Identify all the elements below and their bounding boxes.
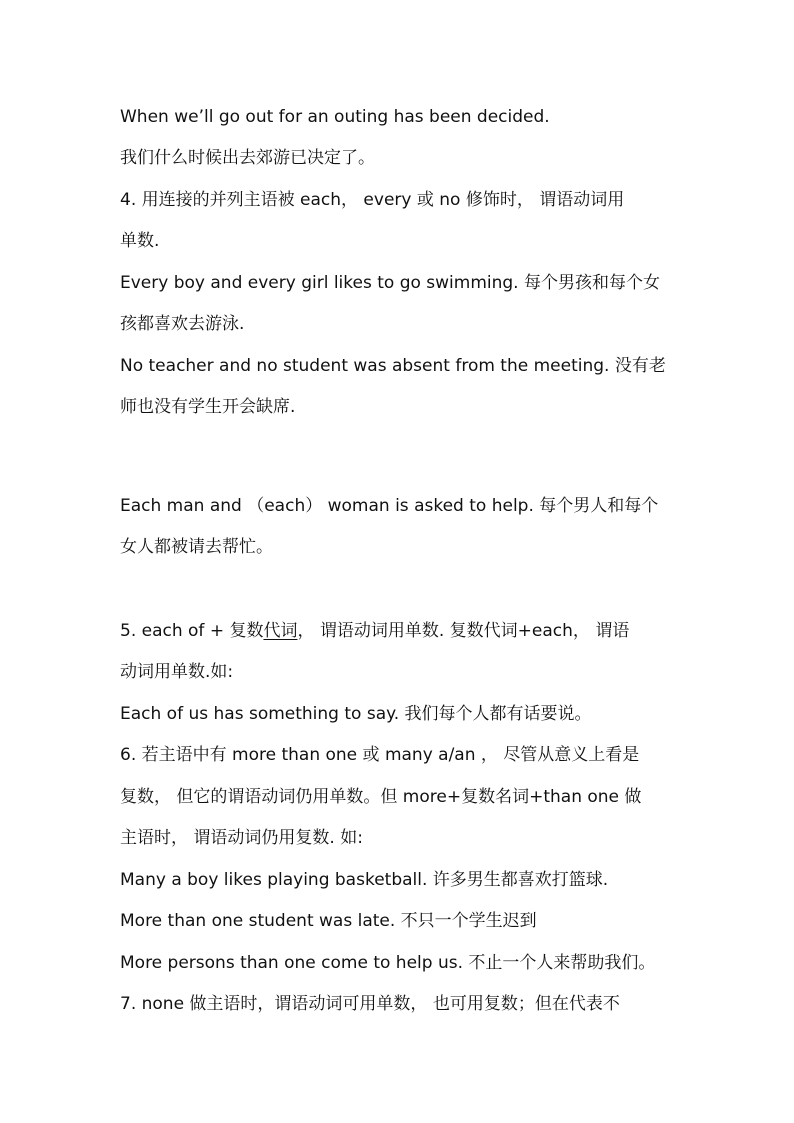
text-line-20: 7. none 做主语时，谓语动词可用单数， 也可用复数；但在代表不 — [120, 994, 620, 1014]
text-line-8: 师也没有学生开会缺席. — [120, 397, 296, 417]
text-line-15: 复数， 但它的谓语动词仍用单数。但 more+复数名词+than one 做 — [120, 787, 642, 807]
text-line-14: 6. 若主语中有 more than one 或 many a/an ， 尽管从意义上看是 — [120, 745, 640, 765]
underlined-term: 代词 — [263, 621, 298, 641]
text-line-9: Each man and （each） woman is asked to help. 每个男人和每个 — [120, 496, 659, 516]
text-line-5: Every boy and every girl likes to go swimming. 每个男孩和每个女 — [120, 273, 660, 293]
text-segment: ， 谓语动词用单数. 复数代词+each， 谓语 — [297, 621, 630, 641]
text-line-4: 单数. — [120, 231, 160, 251]
text-line-2: 我们什么时候出去郊游已决定了。 — [120, 148, 375, 168]
text-segment: 5. each of + 复数 — [120, 621, 264, 641]
text-line-11 — [120, 619, 680, 643]
text-line-12: 动词用单数.如: — [120, 662, 234, 682]
text-line-18: More than one student was late. 不只一个学生迟到 — [120, 911, 537, 931]
text-line-7: No teacher and no student was absent from the meeting. 没有老 — [120, 356, 666, 376]
text-line-13: Each of us has something to say. 我们每个人都有话要说。 — [120, 704, 592, 724]
text-line-19: More persons than one come to help us. 不止一个人来帮助我们。 — [120, 953, 656, 973]
text-line-6: 孩都喜欢去游泳. — [120, 314, 245, 334]
text-line-16: 主语时， 谓语动词仍用复数. 如: — [120, 828, 363, 848]
text-line-17: Many a boy likes playing basketball. 许多男生都喜欢打篮球. — [120, 870, 609, 890]
text-line-3: 4. 用连接的并列主语被 each， every 或 no 修饰时， 谓语动词用 — [120, 190, 625, 210]
text-line-1: When we’ll go out for an outing has been decided. — [120, 107, 550, 127]
text-line-10: 女人都被请去帮忙。 — [120, 537, 273, 557]
